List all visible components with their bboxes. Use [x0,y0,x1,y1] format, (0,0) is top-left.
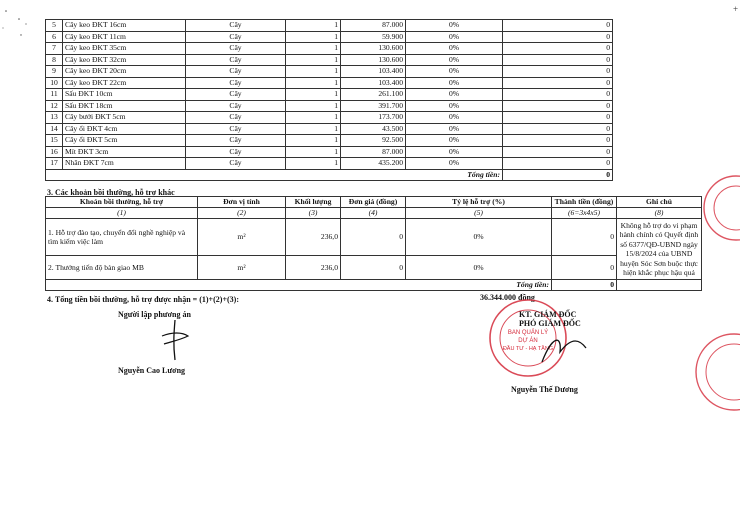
qty-cell: 1 [286,31,341,43]
table-row [46,219,702,256]
unit-cell: Cây [186,54,286,66]
amount-cell: 0 [503,54,613,66]
name-cell: Sấu ĐKT 18cm [63,100,186,112]
name-cell: Cây keo ĐKT 32cm [63,54,186,66]
preparer-name: Nguyễn Cao Lương [118,366,186,375]
rate-cell: 0% [406,31,503,43]
unit-cell: Cây [186,77,286,89]
rate-cell: 0% [406,146,503,158]
qty-cell: 1 [286,123,341,135]
item-cell: 2. Thưởng tiến độ bàn giao MB [46,256,198,280]
table-row [46,135,613,147]
unit-cell: Cây [186,135,286,147]
stt-cell: 5 [46,20,63,32]
rate-cell: 0% [406,112,503,124]
stt-cell: 8 [46,54,63,66]
stt-cell: 11 [46,89,63,101]
col-header: Ghi chú [617,197,702,208]
unit-cell: Cây [186,123,286,135]
name-cell: Sấu ĐKT 10cm [63,89,186,101]
edge-stamp [694,172,740,244]
table-row [46,31,613,43]
svg-text:BAN QUẢN LÝ: BAN QUẢN LÝ [507,330,549,336]
qty-cell: 1 [286,66,341,78]
item-cell: 1. Hỗ trợ đào tạo, chuyển đổi nghề nghiệp và tìm kiếm việc làm [46,219,198,256]
price-cell: 87.000 [341,146,406,158]
table-row [46,112,613,124]
amount-cell: 0 [503,123,613,135]
unit-cell: m² [198,256,286,280]
price-cell: 130.600 [341,43,406,55]
name-cell: Cây keo ĐKT 20cm [63,66,186,78]
section4-label: 4. Tổng tiền bồi thường, hỗ trợ được nhận = (1)+(2)+(3): [47,295,239,304]
preparer-signature [150,316,200,364]
section3-title: 3. Các khoản bồi thường, hỗ trợ khác [47,188,175,197]
amount-cell: 0 [503,89,613,101]
table-row [46,123,613,135]
rate-cell: 0% [406,100,503,112]
amount-cell: 0 [503,146,613,158]
stt-cell: 13 [46,112,63,124]
price-cell: 0 [341,256,406,280]
table-row [46,158,613,170]
edge-stamp-lower [694,326,740,418]
price-cell: 103.400 [341,66,406,78]
total-label: Tổng tiền: [46,280,552,291]
rate-cell: 0% [406,256,552,280]
table-row [46,146,613,158]
price-cell: 173.700 [341,112,406,124]
official-stamp [482,296,594,380]
col-index: (4) [341,208,406,219]
price-cell: 43.500 [341,123,406,135]
table-row [46,20,613,32]
name-cell: Cây keo ĐKT 16cm [63,20,186,32]
col-header: Khoản bồi thường, hỗ trợ [46,197,198,208]
qty-cell: 1 [286,43,341,55]
rate-cell: 0% [406,66,503,78]
svg-text:ĐẦU TƯ - HẠ TẦNG: ĐẦU TƯ - HẠ TẦNG [502,346,554,352]
amount-cell: 0 [503,135,613,147]
qty-cell: 1 [286,112,341,124]
unit-cell: Cây [186,89,286,101]
empty-cell [617,280,702,291]
stt-cell: 6 [46,31,63,43]
rate-cell: 0% [406,89,503,101]
col-index: (2) [198,208,286,219]
preparer-title: Người lập phương án [118,310,191,319]
col-header: Đơn vị tính [198,197,286,208]
qty-cell: 1 [286,77,341,89]
rate-cell: 0% [406,158,503,170]
price-cell: 92.500 [341,135,406,147]
name-cell: Cây keo ĐKT 22cm [63,77,186,89]
unit-cell: Cây [186,112,286,124]
qty-cell: 1 [286,20,341,32]
rate-cell: 0% [406,135,503,147]
other-compensation-table [45,196,702,291]
table2-header-row [46,197,702,208]
stt-cell: 7 [46,43,63,55]
unit-cell: Cây [186,100,286,112]
tree-compensation-table [45,19,613,181]
col-index: (6=3x4x5) [552,208,617,219]
stt-cell: 10 [46,77,63,89]
rate-cell: 0% [406,43,503,55]
amount-cell: 0 [503,43,613,55]
price-cell: 391.700 [341,100,406,112]
rate-cell: 0% [406,54,503,66]
name-cell: Cây ổi ĐKT 5cm [63,135,186,147]
stt-cell: 12 [46,100,63,112]
amount-cell: 0 [552,219,617,256]
unit-cell: Cây [186,146,286,158]
qty-cell: 1 [286,54,341,66]
col-header: Khối lượng [286,197,341,208]
price-cell: 87.000 [341,20,406,32]
amount-cell: 0 [552,256,617,280]
table2-total-row [46,280,702,291]
col-header: Tỷ lệ hỗ trợ (%) [406,197,552,208]
stt-cell: 16 [46,146,63,158]
name-cell: Cây ổi ĐKT 4cm [63,123,186,135]
table-row [46,77,613,89]
rate-cell: 0% [406,219,552,256]
price-cell: 261.100 [341,89,406,101]
col-index: (8) [617,208,702,219]
col-header: Thành tiền (đồng) [552,197,617,208]
qty-cell: 1 [286,146,341,158]
unit-cell: Cây [186,43,286,55]
price-cell: 435.200 [341,158,406,170]
name-cell: Cây keo ĐKT 35cm [63,43,186,55]
note-cell: Không hỗ trợ do vi phạm hành chính có Quyết định số 6377/QĐ-UBND ngày 15/8/2024 của UBND huyện Sóc Sơn buộc thực hiện khắc phục hậu quả [617,219,702,280]
unit-cell: Cây [186,158,286,170]
total-value: 0 [503,169,613,181]
deputy-director-title: PHÓ GIÁM ĐỐC [519,319,581,328]
section4-total: 36.344.000 đồng [480,293,535,302]
name-cell: Nhãn ĐKT 7cm [63,158,186,170]
stt-cell: 17 [46,158,63,170]
rate-cell: 0% [406,77,503,89]
amount-cell: 0 [503,20,613,32]
table-row [46,43,613,55]
price-cell: 130.600 [341,54,406,66]
amount-cell: 0 [503,112,613,124]
qty-cell: 236,0 [286,256,341,280]
unit-cell: Cây [186,31,286,43]
price-cell: 103.400 [341,77,406,89]
qty-cell: 1 [286,100,341,112]
table-row [46,256,702,280]
unit-cell: m² [198,219,286,256]
name-cell: Cây keo ĐKT 11cm [63,31,186,43]
amount-cell: 0 [503,31,613,43]
col-index: (1) [46,208,198,219]
rate-cell: 0% [406,20,503,32]
qty-cell: 1 [286,135,341,147]
amount-cell: 0 [503,66,613,78]
table1-total-row [46,169,613,181]
price-cell: 59.900 [341,31,406,43]
col-index: (5) [406,208,552,219]
stt-cell: 14 [46,123,63,135]
stt-cell: 9 [46,66,63,78]
stt-cell: 15 [46,135,63,147]
price-cell: 0 [341,219,406,256]
director-name: Nguyễn Thế Dương [511,385,578,394]
col-header: Đơn giá (đồng) [341,197,406,208]
table-row [46,100,613,112]
amount-cell: 0 [503,158,613,170]
qty-cell: 236,0 [286,219,341,256]
total-value: 0 [552,280,617,291]
qty-cell: 1 [286,89,341,101]
table2-subheader-row [46,208,702,219]
table-row [46,66,613,78]
table-row [46,89,613,101]
table-row [46,54,613,66]
qty-cell: 1 [286,158,341,170]
director-title: KT. GIÁM ĐỐC [519,310,577,319]
name-cell: Mít ĐKT 3cm [63,146,186,158]
corner-mark: + [733,4,739,14]
unit-cell: Cây [186,20,286,32]
amount-cell: 0 [503,77,613,89]
col-index: (3) [286,208,341,219]
svg-text:DỰ ÁN: DỰ ÁN [518,338,538,344]
unit-cell: Cây [186,66,286,78]
name-cell: Cây bưởi ĐKT 5cm [63,112,186,124]
amount-cell: 0 [503,100,613,112]
rate-cell: 0% [406,123,503,135]
scan-specks [0,0,40,40]
total-label: Tổng tiền: [46,169,503,181]
